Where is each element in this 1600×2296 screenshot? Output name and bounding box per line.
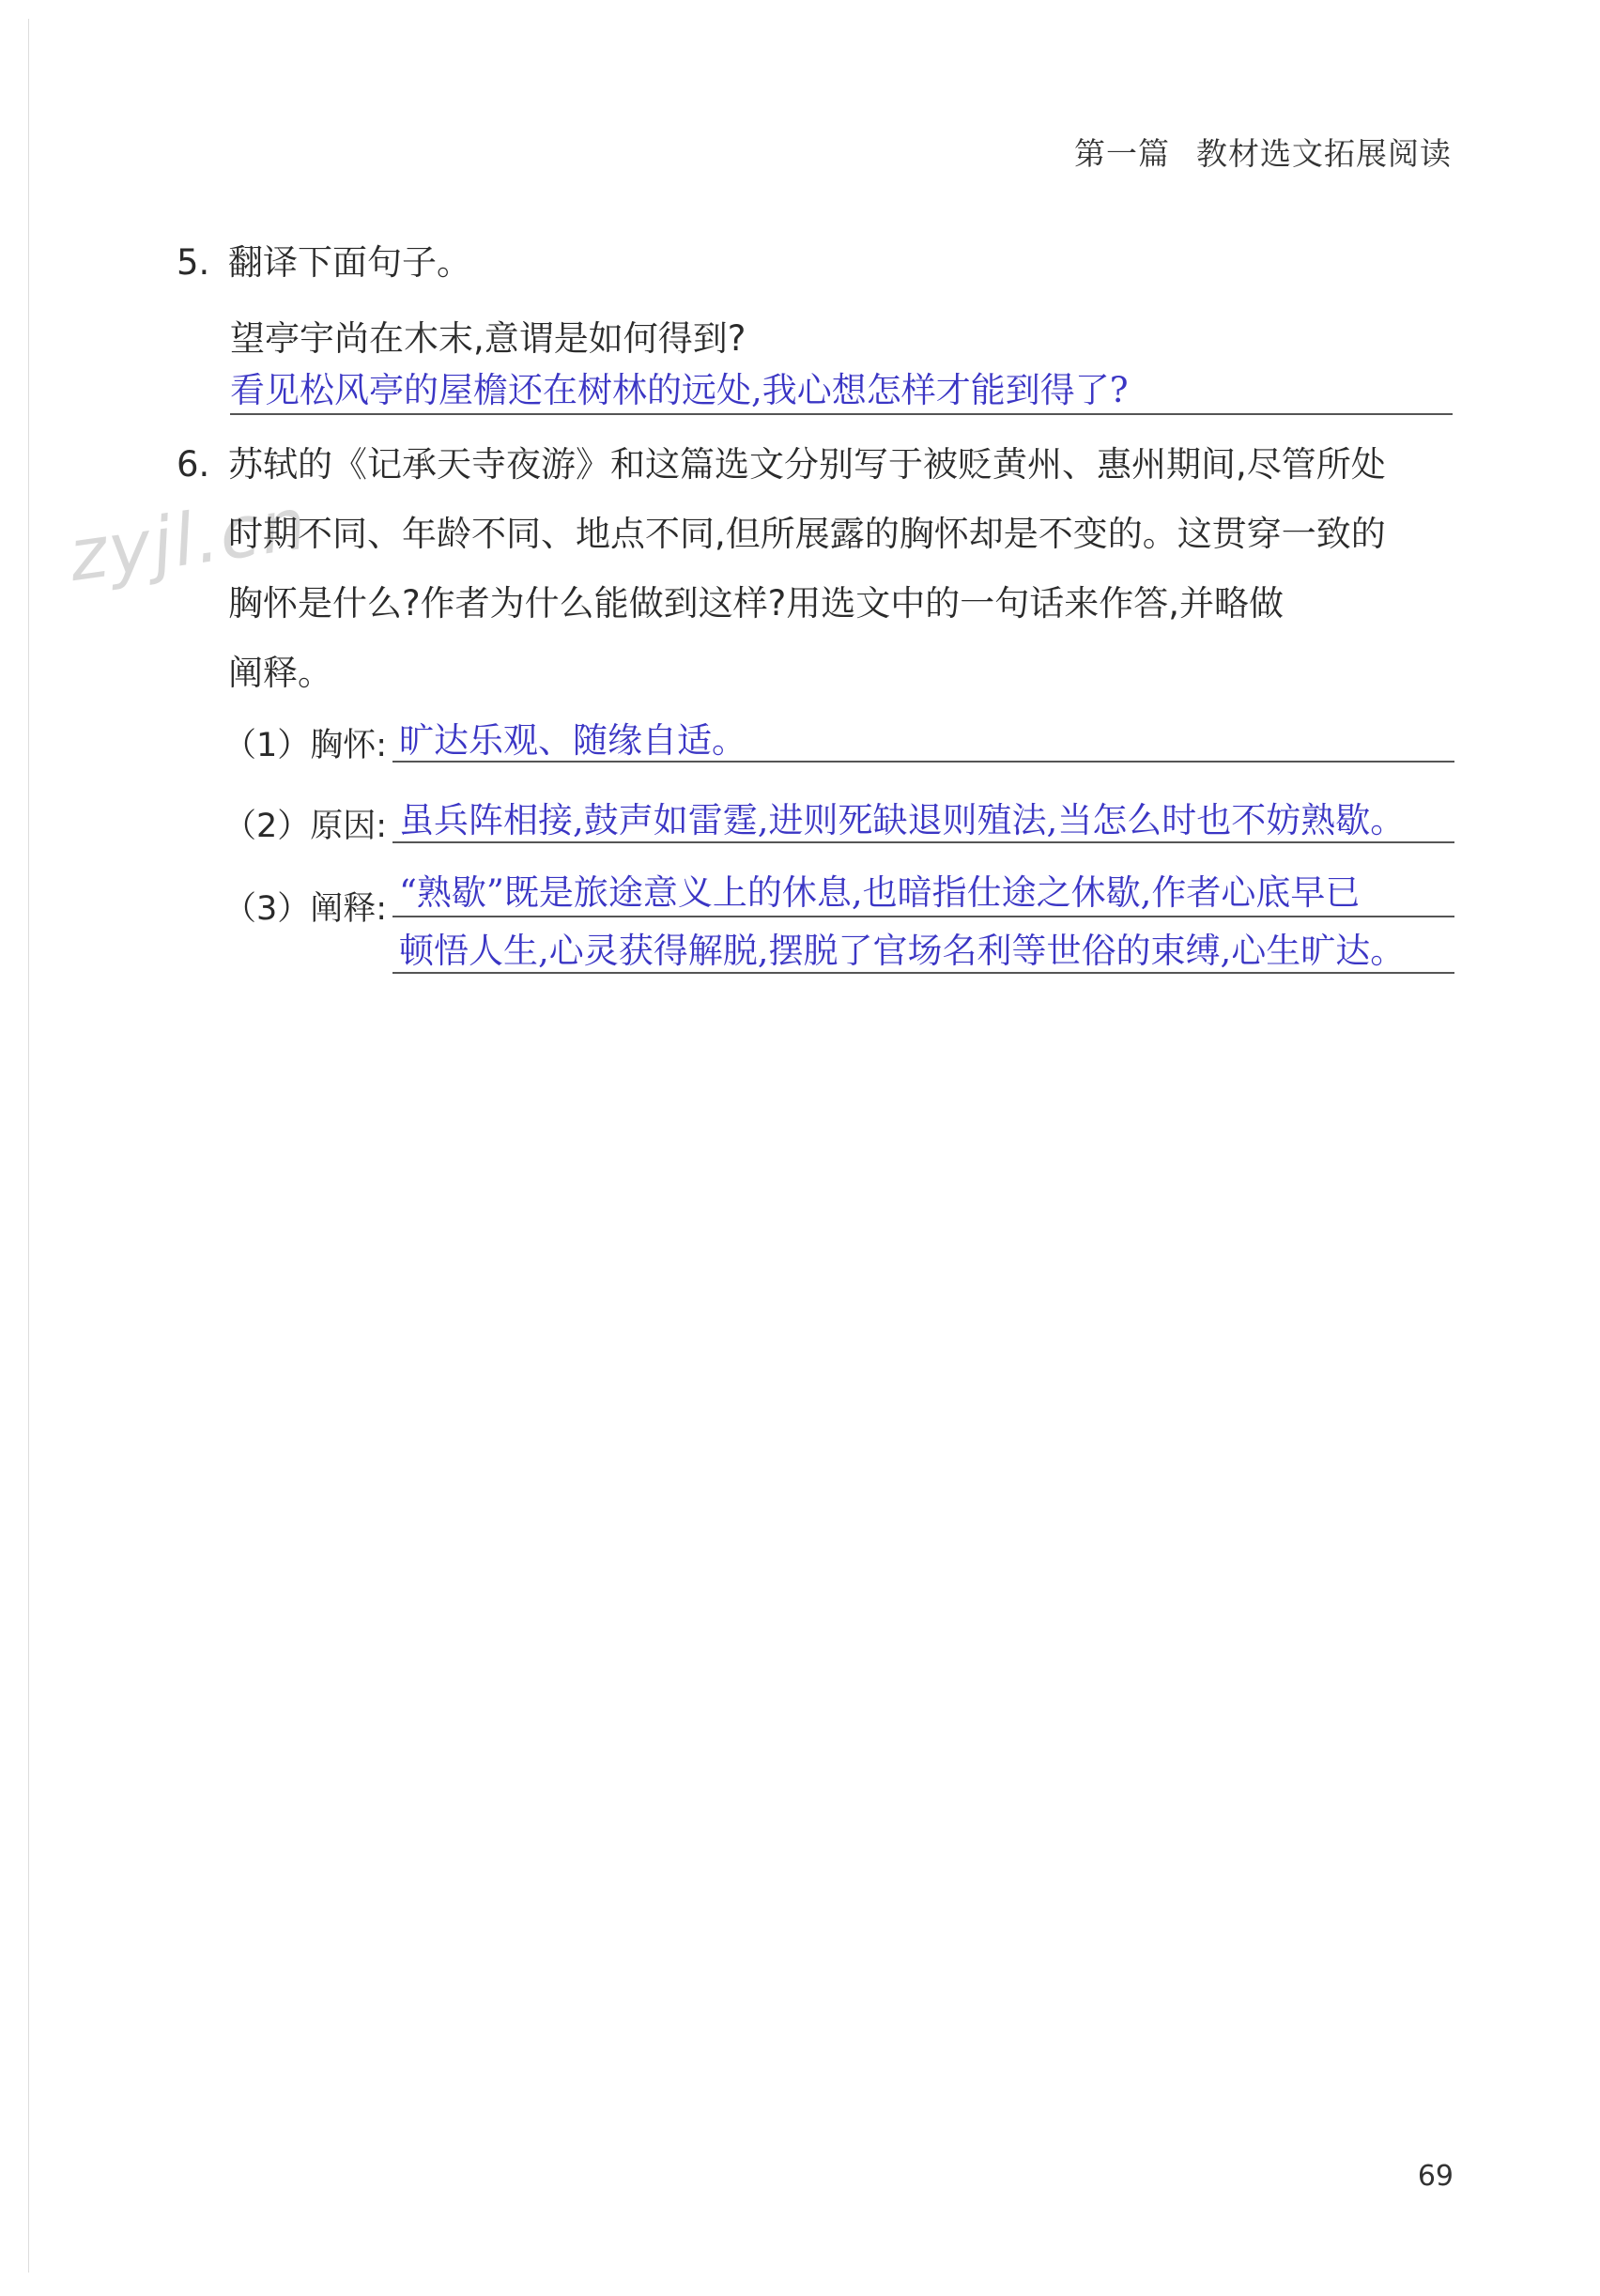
part-3-answer-line-2: 顿悟人生,心灵获得解脱,摆脱了官场名利等世俗的束缚,心生旷达。 (399, 931, 1406, 971)
part-2-answer: 虽兵阵相接,鼓声如雷霆,进则死缺退则殖法,当怎么时也不妨熟歇。 (399, 800, 1406, 840)
answer-underline (392, 761, 1454, 763)
answer-underline (392, 841, 1454, 843)
part-2-label: （2）原因: (223, 808, 388, 845)
part-1-answer: 旷达乐观、随缘自适。 (399, 720, 746, 761)
question-6-line-2: 时期不同、年龄不同、地点不同,但所展露的胸怀却是不变的。这贯穿一致的 (228, 514, 1386, 554)
question-5-prompt: 5. 翻译下面句子。 (177, 228, 471, 298)
question-5-sentence: 望亭宇尚在木末,意谓是如何得到? (230, 318, 746, 359)
part-3-label: （3）阐释: (223, 890, 388, 928)
part-3-answer-line-1: “熟歇”既是旅途意义上的休息,也暗指仕途之休歇,作者心底早已 (399, 872, 1361, 913)
answer-underline (392, 972, 1454, 974)
answer-underline (230, 413, 1453, 415)
binding-margin-line (28, 19, 29, 2273)
question-number: 6. (177, 444, 210, 485)
answer-underline (392, 916, 1454, 917)
header-title: 教材选文拓展阅读 (1196, 135, 1452, 172)
header-section: 第一篇 (1074, 135, 1170, 172)
watermark: zyjl.cn (64, 481, 314, 598)
question-number: 5. (177, 242, 210, 283)
page-number: 69 (1417, 2160, 1454, 2193)
question-6-line-3: 胸怀是什么?作者为什么能做到这样?用选文中的一句话来作答,并略做 (228, 583, 1285, 624)
question-6-line-4: 阐释。 (228, 653, 332, 693)
question-6-line-1: 6. 苏轼的《记承天寺夜游》和这篇选文分别写于被贬黄州、惠州期间,尽管所处 (177, 430, 1386, 500)
part-1-label: （1）胸怀: (223, 727, 388, 764)
question-5-answer: 看见松风亭的屋檐还在树林的远处,我心想怎样才能到得了? (230, 370, 1129, 410)
page-header (1074, 130, 1452, 174)
